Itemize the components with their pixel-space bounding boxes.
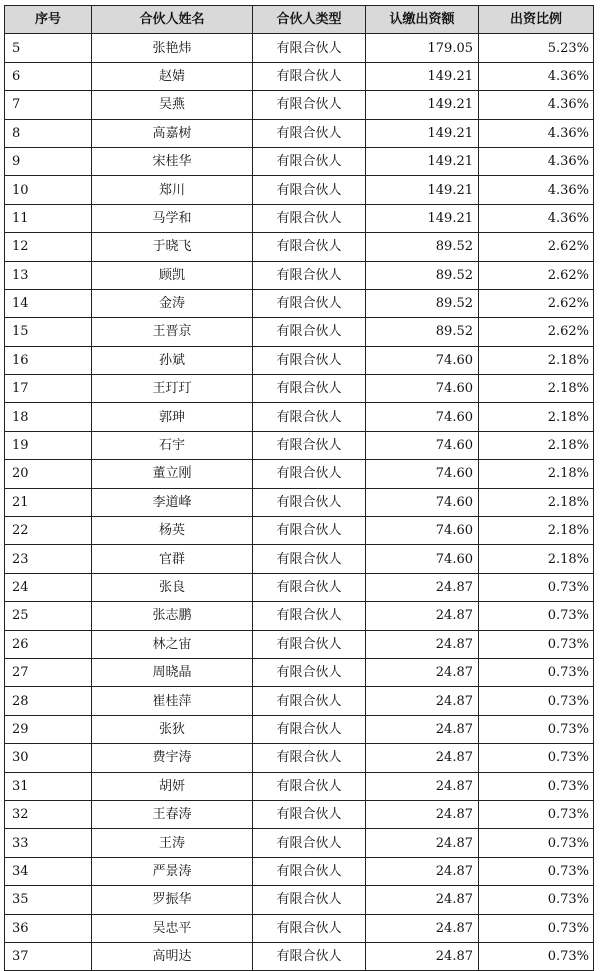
cell-partner-name: 郭珅 [92,403,253,431]
table-row [5,318,594,346]
cell-serial-number: 27 [5,658,92,686]
cell-partner-type: 有限合伙人 [253,91,366,119]
cell-subscribed-capital: 149.21 [366,62,479,90]
cell-contribution-ratio: 0.73% [479,715,594,743]
cell-subscribed-capital: 74.60 [366,488,479,516]
header-subscribed-capital: 认缴出资额 [366,6,479,34]
cell-partner-type: 有限合伙人 [253,914,366,942]
cell-serial-number: 19 [5,431,92,459]
cell-subscribed-capital: 89.52 [366,289,479,317]
table-row [5,517,594,545]
cell-partner-type: 有限合伙人 [253,318,366,346]
table-row [5,573,594,601]
cell-contribution-ratio: 4.36% [479,91,594,119]
cell-partner-type: 有限合伙人 [253,602,366,630]
cell-partner-type: 有限合伙人 [253,119,366,147]
cell-partner-type: 有限合伙人 [253,233,366,261]
cell-partner-name: 杨英 [92,517,253,545]
cell-contribution-ratio: 2.18% [479,403,594,431]
cell-partner-name: 官群 [92,545,253,573]
cell-subscribed-capital: 74.60 [366,375,479,403]
cell-contribution-ratio: 4.36% [479,176,594,204]
table-row [5,772,594,800]
table-row [5,857,594,885]
cell-partner-type: 有限合伙人 [253,517,366,545]
cell-serial-number: 13 [5,261,92,289]
cell-partner-type: 有限合伙人 [253,772,366,800]
table-row [5,147,594,175]
cell-serial-number: 16 [5,346,92,374]
cell-partner-name: 罗振华 [92,886,253,914]
cell-subscribed-capital: 89.52 [366,233,479,261]
cell-partner-name: 郑川 [92,176,253,204]
cell-partner-type: 有限合伙人 [253,375,366,403]
cell-partner-type: 有限合伙人 [253,34,366,62]
cell-contribution-ratio: 4.36% [479,204,594,232]
cell-contribution-ratio: 2.62% [479,233,594,261]
cell-contribution-ratio: 2.62% [479,318,594,346]
cell-serial-number: 36 [5,914,92,942]
cell-partner-type: 有限合伙人 [253,346,366,374]
cell-serial-number: 12 [5,233,92,261]
cell-partner-name: 崔桂萍 [92,687,253,715]
cell-partner-name: 李道峰 [92,488,253,516]
cell-contribution-ratio: 2.18% [479,488,594,516]
cell-partner-type: 有限合伙人 [253,800,366,828]
cell-subscribed-capital: 89.52 [366,261,479,289]
cell-subscribed-capital: 74.60 [366,545,479,573]
table-row [5,289,594,317]
cell-serial-number: 21 [5,488,92,516]
table-row [5,261,594,289]
cell-subscribed-capital: 24.87 [366,744,479,772]
cell-subscribed-capital: 24.87 [366,800,479,828]
cell-subscribed-capital: 24.87 [366,715,479,743]
cell-partner-type: 有限合伙人 [253,431,366,459]
table-row [5,375,594,403]
cell-partner-name: 石宇 [92,431,253,459]
cell-contribution-ratio: 0.73% [479,800,594,828]
cell-contribution-ratio: 2.18% [479,375,594,403]
cell-contribution-ratio: 5.23% [479,34,594,62]
table-row [5,829,594,857]
cell-partner-name: 王涛 [92,829,253,857]
table-row [5,658,594,686]
cell-contribution-ratio: 4.36% [479,147,594,175]
table-row [5,545,594,573]
table-row [5,602,594,630]
cell-partner-type: 有限合伙人 [253,176,366,204]
cell-partner-type: 有限合伙人 [253,289,366,317]
cell-contribution-ratio: 2.18% [479,545,594,573]
cell-serial-number: 28 [5,687,92,715]
table-row [5,800,594,828]
cell-contribution-ratio: 0.73% [479,658,594,686]
cell-partner-name: 吴忠平 [92,914,253,942]
table-row [5,630,594,658]
cell-contribution-ratio: 0.73% [479,886,594,914]
cell-partner-name: 金涛 [92,289,253,317]
cell-subscribed-capital: 24.87 [366,602,479,630]
cell-serial-number: 18 [5,403,92,431]
cell-subscribed-capital: 24.87 [366,857,479,885]
table-row [5,119,594,147]
cell-serial-number: 7 [5,91,92,119]
cell-partner-type: 有限合伙人 [253,829,366,857]
table-header [5,6,594,34]
cell-partner-type: 有限合伙人 [253,857,366,885]
table-row [5,715,594,743]
cell-partner-type: 有限合伙人 [253,403,366,431]
cell-partner-name: 吴燕 [92,91,253,119]
cell-partner-type: 有限合伙人 [253,715,366,743]
cell-subscribed-capital: 89.52 [366,318,479,346]
cell-contribution-ratio: 0.73% [479,914,594,942]
cell-partner-name: 周晓晶 [92,658,253,686]
header-serial-number: 序号 [5,6,92,34]
cell-serial-number: 5 [5,34,92,62]
cell-partner-name: 王玎玎 [92,375,253,403]
cell-subscribed-capital: 74.60 [366,517,479,545]
cell-serial-number: 35 [5,886,92,914]
cell-serial-number: 11 [5,204,92,232]
cell-partner-name: 王春涛 [92,800,253,828]
cell-partner-name: 严景涛 [92,857,253,885]
cell-subscribed-capital: 74.60 [366,460,479,488]
cell-partner-name: 顾凯 [92,261,253,289]
cell-partner-name: 张良 [92,573,253,601]
cell-partner-type: 有限合伙人 [253,545,366,573]
cell-subscribed-capital: 24.87 [366,829,479,857]
cell-partner-name: 张艳炜 [92,34,253,62]
cell-serial-number: 34 [5,857,92,885]
table-row [5,204,594,232]
cell-partner-type: 有限合伙人 [253,744,366,772]
cell-partner-name: 张狄 [92,715,253,743]
cell-partner-name: 张志鹏 [92,602,253,630]
table-row [5,488,594,516]
cell-partner-name: 马学和 [92,204,253,232]
cell-partner-type: 有限合伙人 [253,62,366,90]
cell-serial-number: 6 [5,62,92,90]
cell-partner-type: 有限合伙人 [253,630,366,658]
cell-subscribed-capital: 24.87 [366,942,479,970]
table-row [5,176,594,204]
cell-serial-number: 17 [5,375,92,403]
cell-partner-type: 有限合伙人 [253,488,366,516]
cell-subscribed-capital: 24.87 [366,772,479,800]
cell-serial-number: 15 [5,318,92,346]
cell-subscribed-capital: 74.60 [366,431,479,459]
cell-partner-type: 有限合伙人 [253,261,366,289]
table-row [5,914,594,942]
cell-subscribed-capital: 24.87 [366,886,479,914]
table-row [5,431,594,459]
cell-partner-name: 孙斌 [92,346,253,374]
cell-partner-type: 有限合伙人 [253,886,366,914]
cell-partner-name: 费宇涛 [92,744,253,772]
cell-contribution-ratio: 4.36% [479,119,594,147]
cell-serial-number: 26 [5,630,92,658]
table-row [5,91,594,119]
cell-subscribed-capital: 24.87 [366,687,479,715]
cell-serial-number: 32 [5,800,92,828]
cell-contribution-ratio: 2.18% [479,346,594,374]
cell-contribution-ratio: 0.73% [479,687,594,715]
table-row [5,346,594,374]
header-partner-name: 合伙人姓名 [92,6,253,34]
cell-contribution-ratio: 2.62% [479,261,594,289]
cell-partner-type: 有限合伙人 [253,204,366,232]
cell-contribution-ratio: 0.73% [479,602,594,630]
cell-contribution-ratio: 0.73% [479,573,594,601]
cell-contribution-ratio: 2.18% [479,460,594,488]
table-body [5,34,594,971]
cell-subscribed-capital: 24.87 [366,658,479,686]
cell-serial-number: 31 [5,772,92,800]
cell-partner-type: 有限合伙人 [253,687,366,715]
cell-partner-type: 有限合伙人 [253,658,366,686]
cell-partner-name: 于晓飞 [92,233,253,261]
cell-serial-number: 23 [5,545,92,573]
cell-serial-number: 20 [5,460,92,488]
cell-serial-number: 8 [5,119,92,147]
cell-partner-type: 有限合伙人 [253,147,366,175]
table-row [5,942,594,970]
cell-subscribed-capital: 24.87 [366,630,479,658]
cell-subscribed-capital: 149.21 [366,176,479,204]
header-contribution-ratio: 出资比例 [479,6,594,34]
partner-table [4,5,594,971]
cell-contribution-ratio: 0.73% [479,857,594,885]
table-row [5,744,594,772]
table-row [5,460,594,488]
table-row [5,62,594,90]
cell-partner-name: 宋桂华 [92,147,253,175]
table-row [5,687,594,715]
cell-serial-number: 22 [5,517,92,545]
cell-serial-number: 37 [5,942,92,970]
table-row [5,233,594,261]
cell-partner-name: 高嘉树 [92,119,253,147]
cell-partner-type: 有限合伙人 [253,573,366,601]
cell-serial-number: 29 [5,715,92,743]
table-row [5,886,594,914]
cell-contribution-ratio: 2.18% [479,431,594,459]
cell-partner-type: 有限合伙人 [253,942,366,970]
header-row [5,6,594,34]
cell-contribution-ratio: 2.18% [479,517,594,545]
cell-subscribed-capital: 24.87 [366,914,479,942]
cell-partner-name: 胡妍 [92,772,253,800]
cell-contribution-ratio: 0.73% [479,744,594,772]
cell-partner-name: 林之宙 [92,630,253,658]
cell-subscribed-capital: 24.87 [366,573,479,601]
cell-contribution-ratio: 2.62% [479,289,594,317]
cell-serial-number: 25 [5,602,92,630]
cell-subscribed-capital: 149.21 [366,147,479,175]
cell-serial-number: 10 [5,176,92,204]
cell-subscribed-capital: 149.21 [366,119,479,147]
cell-serial-number: 9 [5,147,92,175]
cell-partner-name: 董立刚 [92,460,253,488]
cell-contribution-ratio: 4.36% [479,62,594,90]
cell-subscribed-capital: 74.60 [366,346,479,374]
cell-serial-number: 14 [5,289,92,317]
cell-serial-number: 33 [5,829,92,857]
cell-subscribed-capital: 149.21 [366,91,479,119]
table-row [5,34,594,62]
cell-partner-name: 高明达 [92,942,253,970]
cell-subscribed-capital: 74.60 [366,403,479,431]
cell-partner-name: 王晋京 [92,318,253,346]
cell-contribution-ratio: 0.73% [479,630,594,658]
cell-contribution-ratio: 0.73% [479,772,594,800]
cell-contribution-ratio: 0.73% [479,942,594,970]
cell-partner-name: 赵婧 [92,62,253,90]
cell-partner-type: 有限合伙人 [253,460,366,488]
table-row [5,403,594,431]
cell-serial-number: 30 [5,744,92,772]
cell-contribution-ratio: 0.73% [479,829,594,857]
cell-serial-number: 24 [5,573,92,601]
cell-subscribed-capital: 149.21 [366,204,479,232]
header-partner-type: 合伙人类型 [253,6,366,34]
cell-subscribed-capital: 179.05 [366,34,479,62]
